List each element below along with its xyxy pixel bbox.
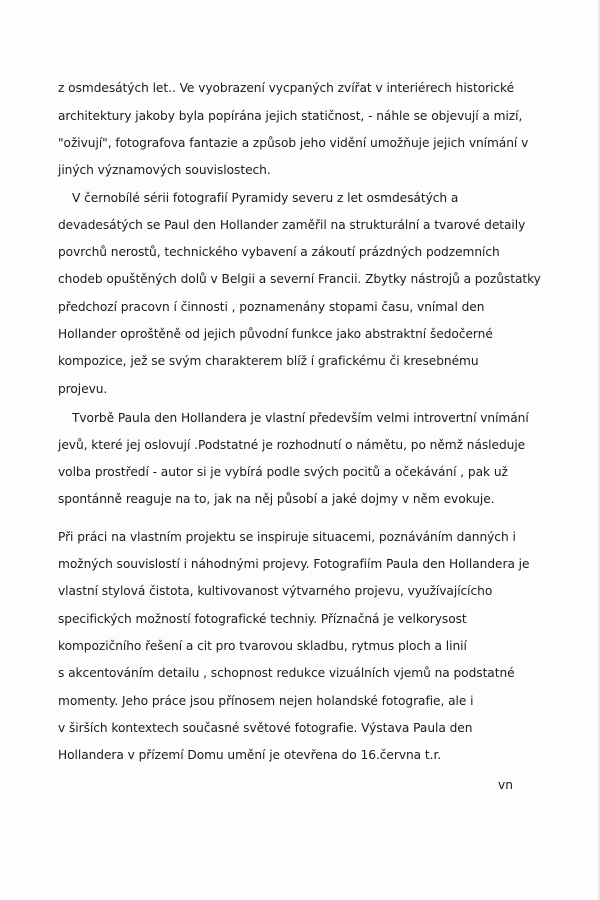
text-line: "oživují", fotografova fantazie a způsob jeho vidění umožňuje jejich vnímání v bbox=[58, 136, 529, 150]
text-line: chodeb opuštěných dolů v Belgii a severní Francii. Zbytky nástrojů a pozůstatky bbox=[58, 272, 541, 286]
author-initials: vn bbox=[498, 778, 513, 792]
text-line: možných souvislostí i náhodnými projevy. Fotografiím Paula den Hollandera je bbox=[58, 557, 530, 571]
text-line: jiných významových souvislostech. bbox=[58, 163, 271, 177]
text-line: specifických možností fotografické techniy. Příznačná je velkorysost bbox=[58, 612, 467, 626]
text-line: devadesátých se Paul den Hollander zaměřil na strukturální a tvarové detaily bbox=[58, 218, 526, 232]
text-line: volba prostředí - autor si je vybírá podle svých pocitů a očekávání , pak už bbox=[58, 465, 508, 479]
text-line: V černobílé sérii fotografií Pyramidy severu z let osmdesátých a bbox=[72, 191, 459, 205]
text-line: Hollandera v přízemí Domu umění je otevřena do 16.června t.r. bbox=[58, 748, 442, 762]
text-line: předchozí pracovn í činnosti , poznamenány stopami času, vnímal den bbox=[58, 300, 485, 314]
text-line: momenty. Jeho práce jsou přínosem nejen holandské fotografie, ale i bbox=[58, 694, 474, 708]
text-line: vlastní stylová čistota, kultivovanost výtvarného projevu, využívajícícho bbox=[58, 584, 493, 598]
text-line: kompozičního řešení a cit pro tvarovou skladbu, rytmus ploch a linií bbox=[58, 639, 467, 653]
text-line: Při práci na vlastním projektu se inspiruje situacemi, poznáváním danných i bbox=[58, 530, 516, 544]
text-line: z osmdesátých let.. Ve vyobrazení vycpaných zvířat v interiérech historické bbox=[58, 81, 515, 95]
text-line: jevů, které jej oslovují .Podstatné je rozhodnutí o námětu, po němž následuje bbox=[58, 438, 526, 452]
text-line: projevu. bbox=[58, 382, 108, 396]
text-line: architektury jakoby byla popírána jejich statičnost, - náhle se objevují a mizí, bbox=[58, 109, 523, 123]
text-line: povrchů nerostů, technického vybavení a zákoutí prázdných podzemních bbox=[58, 245, 500, 259]
text-line: Hollander oproštěně od jejich původní funkce jako abstraktní šedočerné bbox=[58, 327, 493, 341]
text-line: spontánně reaguje na to, jak na něj působí a jaké dojmy v něm evokuje. bbox=[58, 492, 495, 506]
text-line: Tvorbě Paula den Hollandera je vlastní především velmi introvertní vnímání bbox=[72, 411, 529, 425]
text-line: kompozice, jež se svým charakterem blíž í grafickému či kresebnému bbox=[58, 354, 479, 368]
text-line: s akcentováním detailu , schopnost redukce vizuálních vjemů na podstatné bbox=[58, 666, 515, 680]
text-line: v širších kontextech současné světové fotografie. Výstava Paula den bbox=[58, 721, 473, 735]
